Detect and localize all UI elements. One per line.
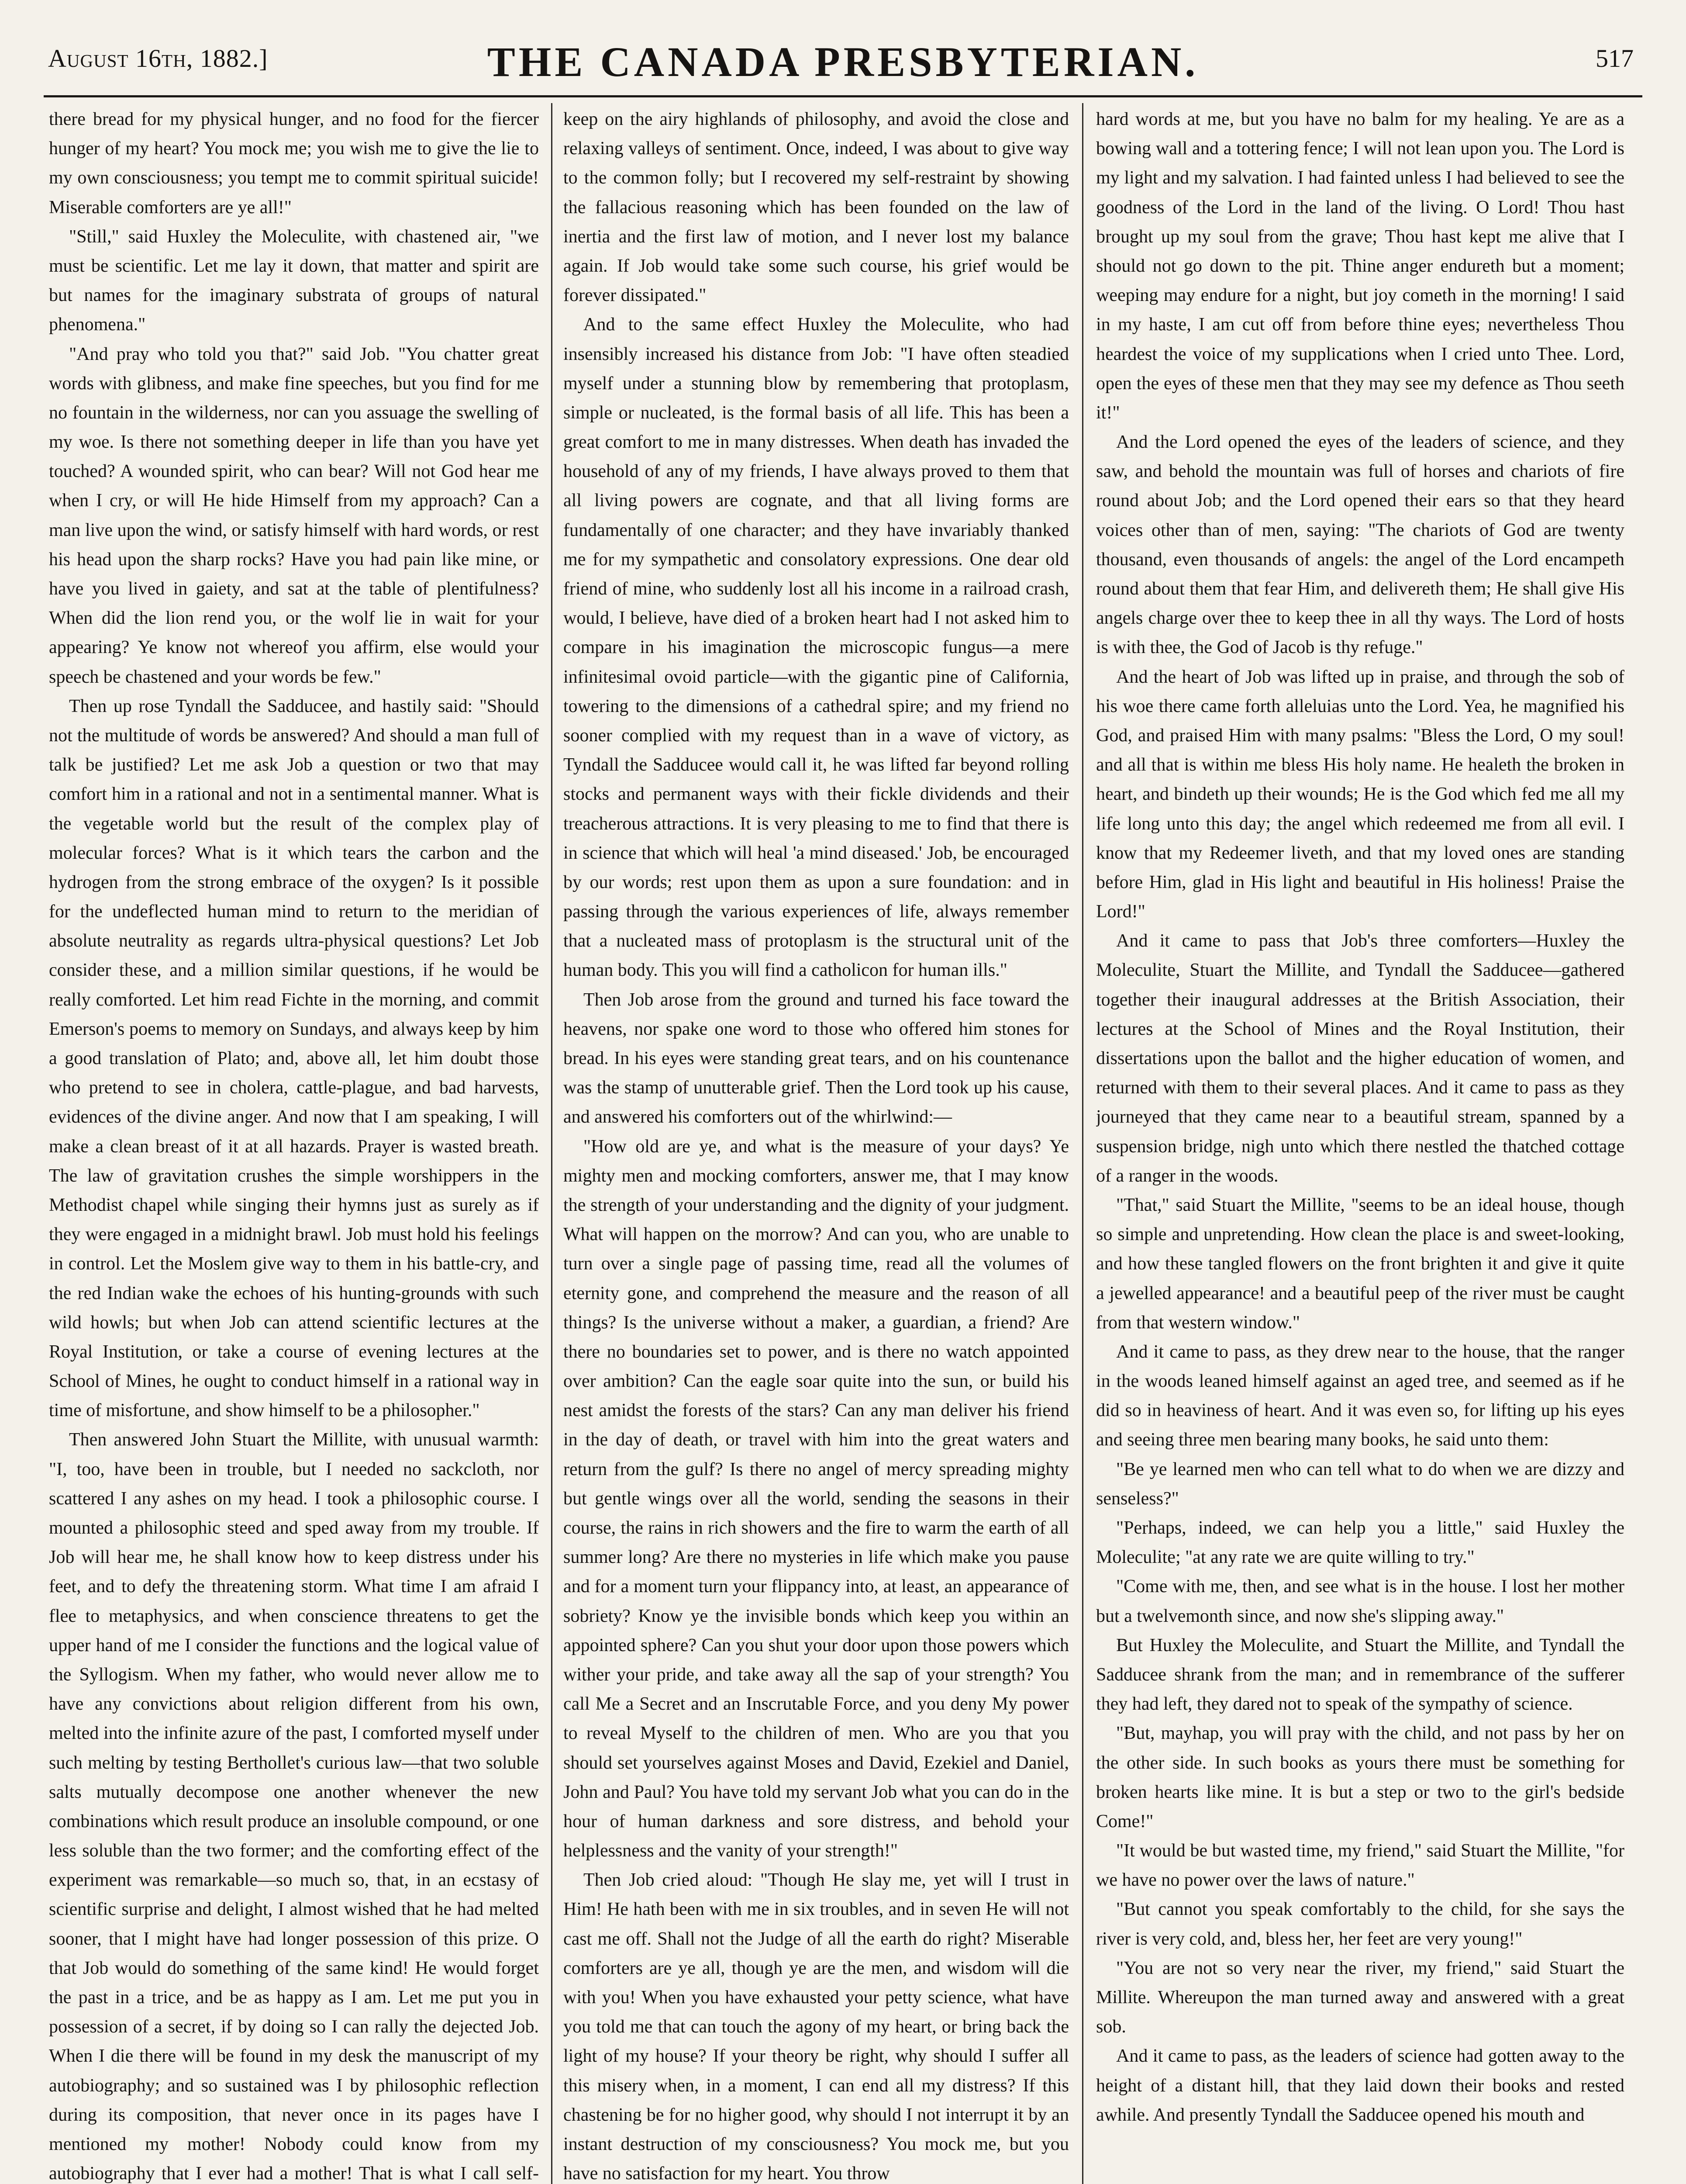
paragraph: "Still," said Huxley the Moleculite, with chastened air, "we must be scientific. Let me lay it down, that matter and spirit are but names for the imaginary substrata of groups of natural phenomena." [49,226,539,335]
paragraph: Then Job arose from the ground and turned his face toward the heavens, nor spake one word to those who offered him stones for bread. In his eyes were standing great tears, and on his countenance was the stamp of unutterable grief. Then the Lord took up his cause, and answered his comforters out of the whirlwind:— [563,989,1069,1127]
masthead-title: THE CANADA PRESBYTERIAN. [487,38,1199,85]
paragraph: And it came to pass that Job's three comforters—Huxley the Moleculite, Stuart the Millite, and Tyndall the Sadducee—gathered together their inaugural addresses at the British Association, their lectures at the School of Mines and the Royal Institution, their dissertations upon the ballot and the higher education of women, and returned with them to their several places. And it came to pass as they journeyed that they came near to a beautiful stream, spanned by a suspension bridge, nigh unto which there nestled the thatched cottage of a ranger in the woods. [1096,931,1624,1186]
paragraph: And to the same effect Huxley the Moleculite, who had insensibly increased his distance from Job: "I have often steadied myself under a stunning blow by remembering that protoplasm, simple or nucleated, is the formal basis of all life. This has been a great comfort to me in many distresses. When death has invaded the household of any of my friends, I have always proved to them that all living powers are cognate, and that all living forms are fundamentally of one character; and they have invariably thanked me for my sympathetic and consolatory expressions. One dear old friend of mine, who suddenly lost all his income in a railroad crash, would, I believe, have died of a broken heart had I not asked him to compare in his imagination the microscopic fungus—a mere infinitesimal ovoid particle—with the gigantic pine of California, towering to the dimensions of a cathedral spire; and my friend no sooner complied with my request than in a wave of victory, as Tyndall the Sadducee would call it, he was lifted far beyond rolling stocks and permanent ways with their fickle dividends and their treacherous attractions. It is very pleasing to me to find that there is in science that which will heal 'a mind diseased.' Job, be encouraged by our words; rest upon them as upon a sure foundation: and in passing through the various experiences of life, always remember that a nucleated mass of protoplasm is the structural unit of the human body. This you will find a catholicon for human ills." [563,314,1069,981]
paragraph: "Be ye learned men who can tell what to do when we are dizzy and senseless?" [1096,1459,1624,1509]
paragraph: "Come with me, then, and see what is in the house. I lost her mother but a twelvemonth since, and now she's slipping away." [1096,1576,1624,1626]
page-number: 517 [1596,44,1634,73]
paragraph: And it came to pass, as they drew near to the house, that the ranger in the woods leaned himself against an aged tree, and seemed as if he did so in heaviness of heart. And it was even so, for lifting up his eyes and seeing three men bearing many books, he said unto them: [1096,1341,1624,1450]
paragraph: there bread for my physical hunger, and no food for the fiercer hunger of my heart? You mock me; you wish me to give the lie to my own consciousness; you tempt me to commit spiritual suicide! Miserable comforters are ye all!" [49,109,539,218]
paragraph: "How old are ye, and what is the measure of your days? Ye mighty men and mocking comforters, answer me, that I may know the strength of your understanding and the dignity of your judgment. What will happen on the morrow? And can you, who are unable to turn over a single page of passing time, read all the volumes of eternity gone, and comprehend the measure and the reason of all things? Is the universe without a maker, a guardian, a friend? Are there no boundaries set to power, and is there no watch appointed over ambition? Can the eagle soar quite into the sun, or build his nest amidst the forests of the stars? Can any man deliver his friend in the day of death, or travel with him into the great waters and return from the gulf? Is there no angel of mercy spreading mighty but gentle wings over all the world, sending the seasons in their course, the rains in rich showers and the fire to warm the earth of all summer long? Are there no mysteries in life which make you pause and for a moment turn your flippancy into, at least, an appearance of sobriety? Know ye the invisible bonds which keep you within an appointed sphere? Can you shut your door upon those powers which wither your pride, and take away all the sap of your strength? You call Me a Secret and an Inscrutable Force, and you deny My power to reveal Myself to the children of men. Who are you that you should set yourselves against Moses and David, Ezekiel and Daniel, John and Paul? You have told my servant Job what you can do in the hour of human darkness and sore distress, and behold your helplessness and the vanity of your strength!" [563,1136,1069,1861]
issue-date: August 16th, 1882.] [48,44,268,73]
column-divider-1 [551,103,552,2184]
paragraph: "That," said Stuart the Millite, "seems to be an ideal house, though so simple and unpretending. How clean the place is and sweet-looking, and how these tangled flowers on the front brighten it and give it quite a jewelled appearance! and a beautiful peep of the river must be caught from that western window." [1096,1195,1624,1333]
paragraph: Then answered John Stuart the Millite, with unusual warmth: "I, too, have been in trouble, but I needed no sackcloth, nor scattered I any ashes on my head. I took a philosophic course. I mounted a philosophic steed and sped away from my trouble. If Job will hear me, he shall know how to keep distress under his feet, and to defy the threatening storm. What time I am afraid I flee to metaphysics, and when conscience threatens to get the upper hand of me I consider the functions and the logical value of the Syllogism. When my father, who would never allow me to have any convictions about religion different from his own, melted into the infinite azure of the past, I comforted myself under such melting by testing Berthollet's curious law—that two soluble salts mutually decompose one another whenever the new combinations which result produce an insoluble compound, or one less soluble than the two former; and the comforting effect of the experiment was remarkable—so much so, that, in an ecstasy of scientific surprise and delight, I almost wished that he had melted sooner, that I might have had longer possession of this prize. O that Job would do something of the same kind! He would forget the past in a trice, and be as happy as I am. Let me put you in possession of a secret, if by doing so I can rally the dejected Job. When I die there will be found in my desk the manuscript of my autobiography; and so sustained was I by philosophic reflection during its composition, that never once in its pages have I mentioned my mother! Nobody could know from my autobiography that I ever had a mother! That is what I call self- [49,1430,539,2184]
text-column-3 [1096,105,1624,2184]
paragraph: "It would be but wasted time, my friend," said Stuart the Millite, "for we have no power over the laws of nature." [1096,1841,1624,1890]
paragraph: "And pray who told you that?" said Job. "You chatter great words with glibness, and make fine speeches, but you find for me no fountain in the wilderness, nor can you assuage the swelling of my woe. Is there not something deeper in life than you have yet touched? A wounded spirit, who can bear? Will not God hear me when I cry, or will He hide Himself from my approach? Can a man live upon the wind, or satisfy himself with hard words, or rest his head upon the sharp rocks? Have you had pain like mine, or have you lived in gaiety, and sat at the table of plentifulness? When did the lion rend you, or the wolf lie in wait for your appearing? Ye know not whereof you affirm, else would your speech be chastened and your words be few." [49,344,539,687]
column-divider-2 [1082,103,1083,2184]
paragraph: "You are not so very near the river, my friend," said Stuart the Millite. Whereupon the man turned away and answered with a great sob. [1096,1958,1624,2037]
text-column-1 [49,105,539,2184]
paragraph: And it came to pass, as the leaders of science had gotten away to the height of a distant hill, that they laid down their books and rested awhile. And presently Tyndall the Sadducee opened his mouth and [1096,2046,1624,2125]
paragraph: But Huxley the Moleculite, and Stuart the Millite, and Tyndall the Sadducee shrank from the man; and in remembrance of the sufferer they had left, they dared not to speak of the sympathy of science. [1096,1635,1624,1714]
text-column-2 [563,105,1069,2184]
paragraph: "Perhaps, indeed, we can help you a little," said Huxley the Moleculite; "at any rate we are quite willing to try." [1096,1518,1624,1568]
paragraph: And the Lord opened the eyes of the leaders of science, and they saw, and behold the mountain was full of horses and chariots of fire round about Job; and the Lord opened their ears so that they heard voices other than of men, saying: "The chariots of God are twenty thousand, even thousands of angels: the angel of the Lord encampeth round about them that fear Him, and delivereth them; He shall give His angels charge over thee to keep thee in all thy ways. The Lord of hosts is with thee, the God of Jacob is thy refuge." [1096,432,1624,658]
paragraph: hard words at me, but you have no balm for my healing. Ye are as a bowing wall and a tottering fence; I will not lean upon you. The Lord is my light and my salvation. I had fainted unless I had believed to see the goodness of the Lord in the land of the living. O Lord! Thou hast brought up my soul from the grave; Thou hast kept me alive that I should not go down to the pit. Thine anger endureth but a moment; weeping may endure for a night, but joy cometh in the morning! I said in my haste, I am cut off from before thine eyes; nevertheless Thou heardest the voice of my supplications when I cried unto Thee. Lord, open the eyes of these men that they may see my defence as Thou seeth it!" [1096,109,1624,423]
paragraph: Then Job cried aloud: "Though He slay me, yet will I trust in Him! He hath been with me in six troubles, and in seven He will not cast me off. Shall not the Judge of all the earth do right? Miserable comforters are ye all, though ye are the men, and wisdom will die with you! When you have exhausted your petty science, what have you told me that can touch the agony of my heart, or bring back the light of my house? If your theory be right, why should I suffer all this misery when, in a moment, I can end all my distress? If this chastening be for no higher good, why should I not interrupt it by an instant destruction of my consciousness? You mock me, but you have no satisfaction for my heart. You throw [563,1870,1069,2184]
paragraph: "But cannot you speak comfortably to the child, for she says the river is very cold, and, bless her, her feet are very young!" [1096,1899,1624,1949]
paragraph: keep on the airy highlands of philosophy, and avoid the close and relaxing valleys of sentiment. Once, indeed, I was about to give way to the common folly; but I recovered my self-restraint by showing the fallacious reasoning which has been founded on the law of inertia and the first law of motion, and I never lost my balance again. If Job would take some such course, his grief would be forever dissipated." [563,109,1069,306]
paragraph: "But, mayhap, you will pray with the child, and not pass by her on the other side. In such books as yours there must be something for broken hearts like mine. It is but a step or two to the girl's bedside Come!" [1096,1723,1624,1832]
paragraph: And the heart of Job was lifted up in praise, and through the sob of his woe there came forth alleluias unto the Lord. Yea, he magnified his God, and praised Him with many psalms: "Bless the Lord, O my soul! and all that is within me bless His holy name. He healeth the broken in heart, and bindeth up their wounds; He is the God which fed me all my life long unto this day; the angel which redeemed me from all evil. I know that my Redeemer liveth, and that my loved ones are standing before Him, glad in His light and beautiful in His holiness! Praise the Lord!" [1096,667,1624,922]
header-rule [44,95,1642,97]
paragraph: Then up rose Tyndall the Sadducee, and hastily said: "Should not the multitude of words be answered? And should a man full of talk be justified? Let me ask Job a question or two that may comfort him in a rational and not in a sentimental manner. What is the vegetable world but the result of the complex play of molecular forces? What is it which tears the carbon and the hydrogen from the strong embrace of the oxygen? Is it possible for the undeflected human mind to return to the meridian of absolute neutrality as regards ultra-physical questions? Let Job consider these, and a million similar questions, if he would be really comforted. Let him read Fichte in the morning, and commit Emerson's poems to memory on Sundays, and always keep by him a good translation of Plato; and, above all, let him doubt those who pretend to see in cholera, cattle-plague, and bad harvests, evidences of the divine anger. And now that I am speaking, I will make a clean breast of it at all hazards. Prayer is wasted breath. The law of gravitation crushes the simple worshippers in the Methodist chapel while singing their hymns just as surely as if they were engaged in a midnight brawl. Job must hold his feelings in control. Let the Moslem give way to them in his battle-cry, and the red Indian wake the echoes of his hunting-grounds with such wild howls; but when Job can attend scientific lectures at the Royal Institution, or take a course of evening lectures at the School of Mines, he ought to conduct himself in a rational way in time of misfortune, and show himself to be a philosopher." [49,696,539,1421]
